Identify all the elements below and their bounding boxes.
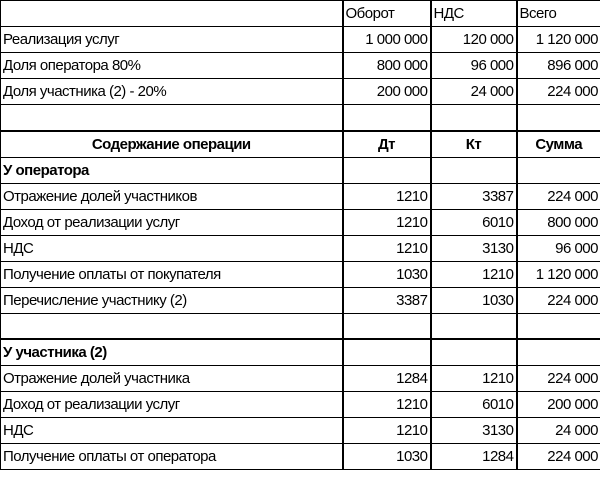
entry-row <box>1 418 600 444</box>
summary-header-row <box>1 1 600 27</box>
entry-operation: НДС <box>1 418 343 444</box>
entry-row <box>1 366 600 392</box>
summary-row <box>1 27 600 53</box>
entry-debit: 1210 <box>343 392 431 418</box>
entries-header-row <box>1 131 600 158</box>
entry-amount: 1 120 000 <box>517 261 600 287</box>
summary-row-vat: 24 000 <box>431 79 517 105</box>
separator-row <box>1 313 600 339</box>
blank-cell <box>1 105 343 131</box>
entry-credit: 6010 <box>431 392 517 418</box>
entry-amount: 224 000 <box>517 183 600 209</box>
entry-row <box>1 287 600 313</box>
entry-operation: НДС <box>1 235 343 261</box>
entry-debit: 1210 <box>343 183 431 209</box>
entry-credit: 1210 <box>431 261 517 287</box>
blank-cell <box>343 313 431 339</box>
entry-credit: 1284 <box>431 444 517 470</box>
summary-row-total: 1 120 000 <box>517 27 600 53</box>
entry-operation: Отражение долей участника <box>1 366 343 392</box>
entry-amount: 24 000 <box>517 418 600 444</box>
entry-row <box>1 261 600 287</box>
entry-row <box>1 209 600 235</box>
entry-debit: 1030 <box>343 261 431 287</box>
entry-credit: 3130 <box>431 418 517 444</box>
entry-debit: 1210 <box>343 235 431 261</box>
entry-debit: 1210 <box>343 418 431 444</box>
entries-header-debit: Дт <box>343 131 431 158</box>
blank-cell <box>343 339 431 366</box>
entry-amount: 224 000 <box>517 366 600 392</box>
summary-header-blank <box>1 1 343 27</box>
blank-cell <box>431 105 517 131</box>
summary-header-total: Всего <box>517 1 600 27</box>
summary-row-total: 224 000 <box>517 79 600 105</box>
entry-amount: 96 000 <box>517 235 600 261</box>
entry-debit: 1210 <box>343 209 431 235</box>
entry-amount: 800 000 <box>517 209 600 235</box>
blank-cell <box>517 313 600 339</box>
summary-header-turnover: Оборот <box>343 1 431 27</box>
blank-cell <box>517 339 600 366</box>
entry-operation: Доход от реализации услуг <box>1 392 343 418</box>
entry-credit: 1030 <box>431 287 517 313</box>
section-row-operator <box>1 157 600 183</box>
entry-amount: 224 000 <box>517 287 600 313</box>
entries-header-operation: Содержание операции <box>1 131 343 158</box>
summary-row-label: Реализация услуг <box>1 27 343 53</box>
entry-amount: 200 000 <box>517 392 600 418</box>
entry-operation: Получение оплаты от покупателя <box>1 261 343 287</box>
summary-row <box>1 53 600 79</box>
entry-operation: Перечисление участнику (2) <box>1 287 343 313</box>
summary-header-vat: НДС <box>431 1 517 27</box>
summary-row-label: Доля оператора 80% <box>1 53 343 79</box>
entry-debit: 3387 <box>343 287 431 313</box>
blank-cell <box>517 157 600 183</box>
blank-cell <box>343 105 431 131</box>
summary-row-vat: 96 000 <box>431 53 517 79</box>
blank-cell <box>343 157 431 183</box>
entry-row <box>1 392 600 418</box>
entry-debit: 1284 <box>343 366 431 392</box>
entries-header-amount: Сумма <box>517 131 600 158</box>
summary-row-vat: 120 000 <box>431 27 517 53</box>
entries-header-credit: Кт <box>431 131 517 158</box>
entry-row <box>1 235 600 261</box>
separator-row <box>1 105 600 131</box>
blank-cell <box>431 157 517 183</box>
entry-amount: 224 000 <box>517 444 600 470</box>
summary-row-total: 896 000 <box>517 53 600 79</box>
blank-cell <box>431 313 517 339</box>
entry-operation: Отражение долей участников <box>1 183 343 209</box>
entry-credit: 6010 <box>431 209 517 235</box>
summary-row-turnover: 800 000 <box>343 53 431 79</box>
summary-row-label: Доля участника (2) - 20% <box>1 79 343 105</box>
blank-cell <box>431 339 517 366</box>
section-row-participant <box>1 339 600 366</box>
entry-debit: 1030 <box>343 444 431 470</box>
section-title-operator: У оператора <box>1 157 343 183</box>
entry-row <box>1 444 600 470</box>
summary-row-turnover: 1 000 000 <box>343 27 431 53</box>
entry-credit: 3130 <box>431 235 517 261</box>
blank-cell <box>1 313 343 339</box>
entry-row <box>1 183 600 209</box>
entry-operation: Доход от реализации услуг <box>1 209 343 235</box>
section-title-participant: У участника (2) <box>1 339 343 366</box>
entry-credit: 1210 <box>431 366 517 392</box>
entry-credit: 3387 <box>431 183 517 209</box>
summary-row-turnover: 200 000 <box>343 79 431 105</box>
entry-operation: Получение оплаты от оператора <box>1 444 343 470</box>
summary-row <box>1 79 600 105</box>
blank-cell <box>517 105 600 131</box>
